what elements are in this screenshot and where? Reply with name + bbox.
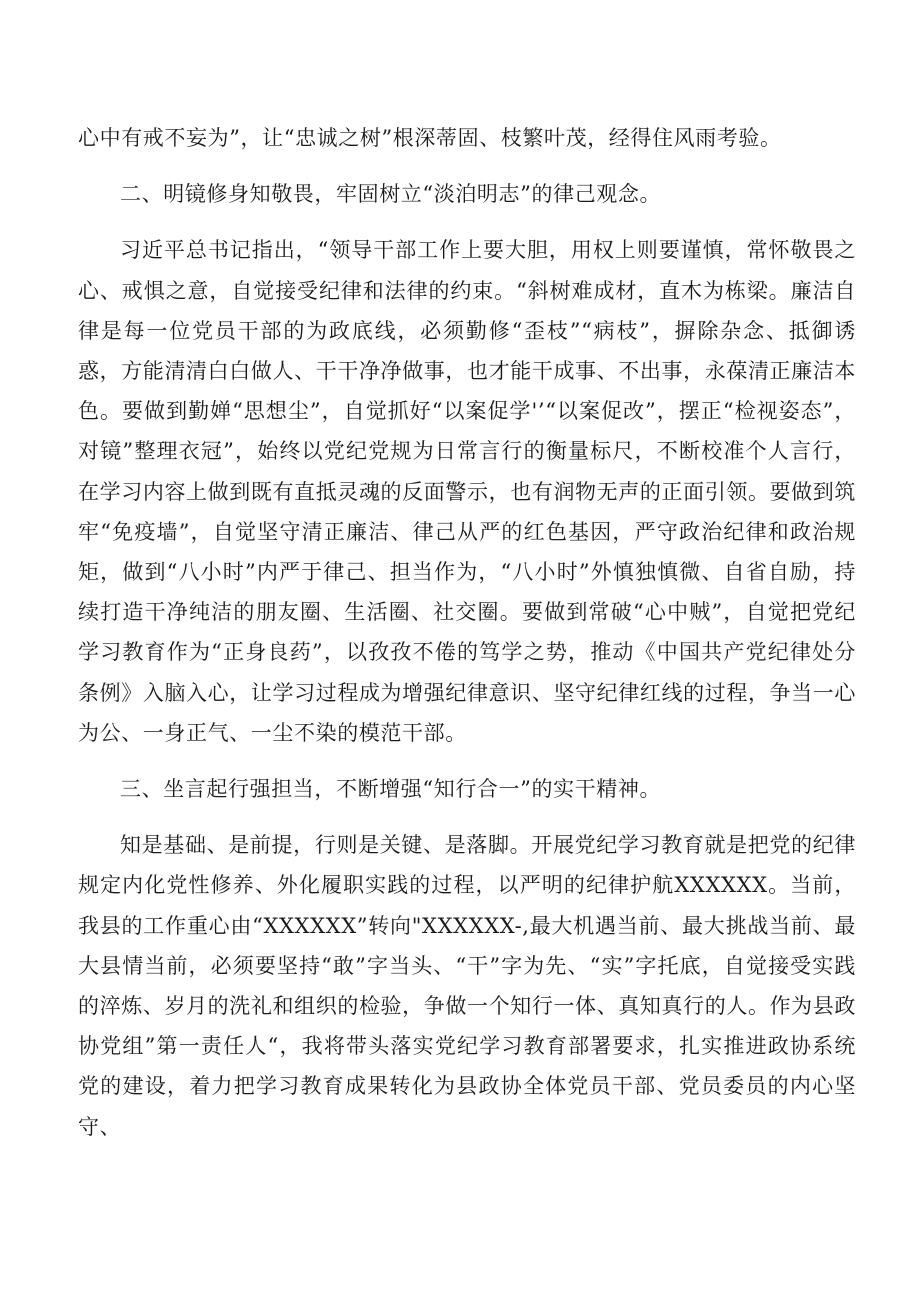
document-page xyxy=(78,118,856,1147)
section-heading-3: 三、坐言起行强担当，不断增强“知行合一”的实干精神。 xyxy=(120,777,662,802)
section-heading-2: 二、明镜修身知敬畏，牢固树立“淡泊明志”的律己观念。 xyxy=(120,182,662,207)
paragraph-continuation: 心中有戒不妄为”，让“忠诚之树”根深蒂固、枝繁叶茂，经得住风雨考验。 xyxy=(78,126,782,150)
paragraph-body-1: 习近平总书记指出，“领导干部工作上要大胆，用权上则要谨慎，常怀敬畏之心、戒惧之意，自觉接受纪律和法律的约束。“斜树难成材，直木为栋梁。廉洁自律是每一位党员干部的为政底线，必须勤修“歪枝”“病枝”，摒除杂念、抵御诱惑，方能清清白白做人、干干净净做事，也才能干成事、不出事，永葆清正廉洁本色。要做到勤婵“思想尘”，自觉抓好“以案促学'’“以案促改”，摆正“检视姿态”，对镜”整理衣冠”，始终以党纪党规为日常言行的衡量标尺，不断校准个人言行，在学习内容上做到既有直抵灵魂的反面警示，也有润物无声的正面引领。要做到筑牢“免疫墙”，自觉坚守清正廉洁、律己从严的红色基因，严守政治纪律和政治规矩，做到“八小时”内严于律己、担当作为，“八小时”外慎独慎微、自省自励，持续打造干净纯洁的朋友圈、生活圈、社交圈。要做到常破“心中贼”，自觉把党纪学习教育作为“正身良药”，以孜孜不倦的笃学之势，推动《中国共产党纪律处分条例》入脑入心，让学习过程成为增强纪律意识、坚守纪律红线的过程，争当一心为公、一身正气、一尘不染的模范干部。 xyxy=(78,238,856,745)
paragraph-body-2: 知是基础、是前提，行则是关键、是落脚。开展党纪学习教育就是把党的纪律规定内化党性修养、外化履职实践的过程，以严明的纪律护航XXXXXX。当前，我县的工作重心由“XXXXXX”转向"XXXXXX-,最大机遇当前、最大挑战当前、最大县情当前，必须要坚持“敢”字当头、“干”字为先、“实”字托底，自觉接受实践的淬炼、岁月的洗礼和组织的检验，争做一个知行一体、真知真行的人。作为县政协党组”第一责任人“，我将带头落实党纪学习教育部署要求，扎实推进政协系统党的建设，着力把学习教育成果转化为县政协全体党员干部、党员委员的内心坚守、 xyxy=(78,833,856,1139)
